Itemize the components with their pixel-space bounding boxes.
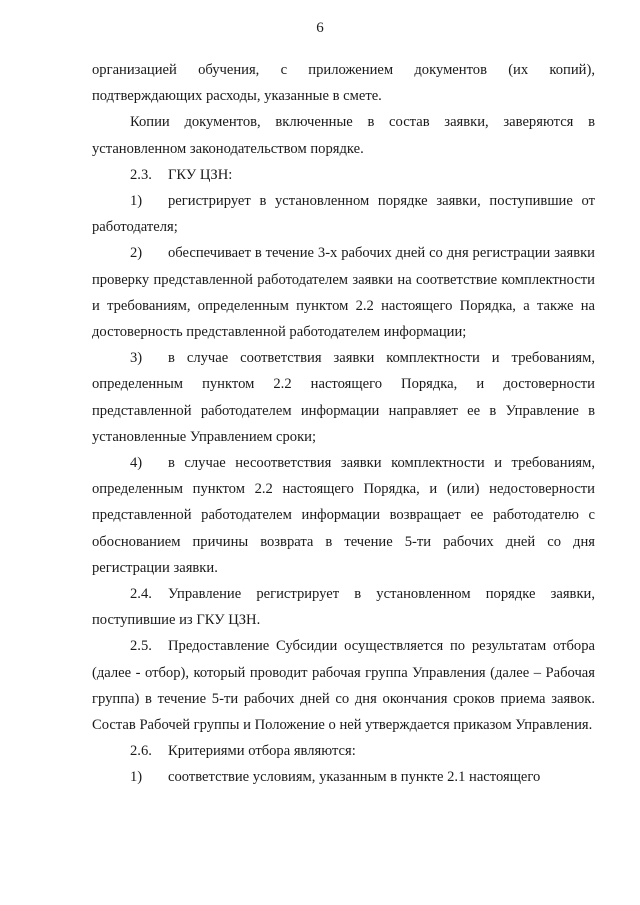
clause-number: 2.5.: [130, 638, 152, 655]
clause-2-3: [92, 162, 595, 188]
document-body: [92, 57, 595, 791]
list-number: 1): [130, 769, 143, 786]
paragraph-copies: [92, 109, 595, 161]
list-number: 1): [130, 193, 143, 210]
paragraph-text: соответствие условиям, указанным в пункте 2.1 настоящего: [168, 769, 541, 786]
list-item-3: [92, 345, 595, 450]
clause-2-5: [92, 633, 595, 738]
paragraph-text: регистрирует в установленном порядке заявки, поступившие от работодателя;: [92, 193, 595, 236]
clause-number: 2.6.: [130, 743, 152, 760]
clause-number: 2.4.: [130, 586, 152, 603]
paragraph-text: Управление регистрирует в установленном порядке заявки, поступившие из ГКУ ЦЗН.: [92, 586, 595, 629]
paragraph-text: в случае несоответствия заявки комплектности и требованиям, определенным пунктом 2.2 настоящего Порядка, и (или) недостоверности представленной работодателем информации возвращает ее работодателю с обоснованием причины возврата в течение 5-ти рабочих дней со дня регистрации заявки.: [92, 455, 595, 576]
paragraph-text: Копии документов, включенные в состав заявки, заверяются в установленном законодательством порядке.: [92, 114, 595, 157]
list-item-4: [92, 450, 595, 581]
paragraph-text: Критериями отбора являются:: [168, 743, 356, 760]
list-item-2: [92, 240, 595, 345]
paragraph-text: Предоставление Субсидии осуществляется по результатам отбора (далее - отбор), который проводит рабочая группа Управления (далее – Рабочая группа) в течение 5-ти рабочих дней со дня окончания сроков приема заявок. Состав Рабочей группы и Положение о ней утверждается приказом Управления.: [92, 638, 595, 734]
list-item-1: [92, 188, 595, 240]
page-number: 6: [316, 20, 324, 36]
clause-2-6: [92, 738, 595, 764]
list-item-criteria-1: [92, 764, 595, 790]
clause-number: 2.3.: [130, 166, 152, 183]
paragraph-continuation: [92, 57, 595, 109]
paragraph-text: ГКУ ЦЗН:: [168, 166, 233, 183]
list-number: 4): [130, 455, 143, 472]
paragraph-text: обеспечивает в течение 3-х рабочих дней со дня регистрации заявки проверку представленной работодателем заявки на соответствие комплектности и требованиям, определенным пунктом 2.2 настоящего Порядка, а также на достоверность представленной работодателем информации;: [92, 245, 595, 341]
paragraph-text: в случае соответствия заявки комплектности и требованиям, определенным пунктом 2.2 настоящего Порядка, и достоверности представленной работодателем информации направляет ее в Управление в установленные Управлением сроки;: [92, 350, 595, 445]
clause-2-4: [92, 581, 595, 633]
list-number: 2): [130, 245, 143, 262]
list-number: 3): [130, 350, 143, 367]
paragraph-text: организацией обучения, с приложением документов (их копий), подтверждающих расходы, указанные в смете.: [92, 62, 595, 105]
